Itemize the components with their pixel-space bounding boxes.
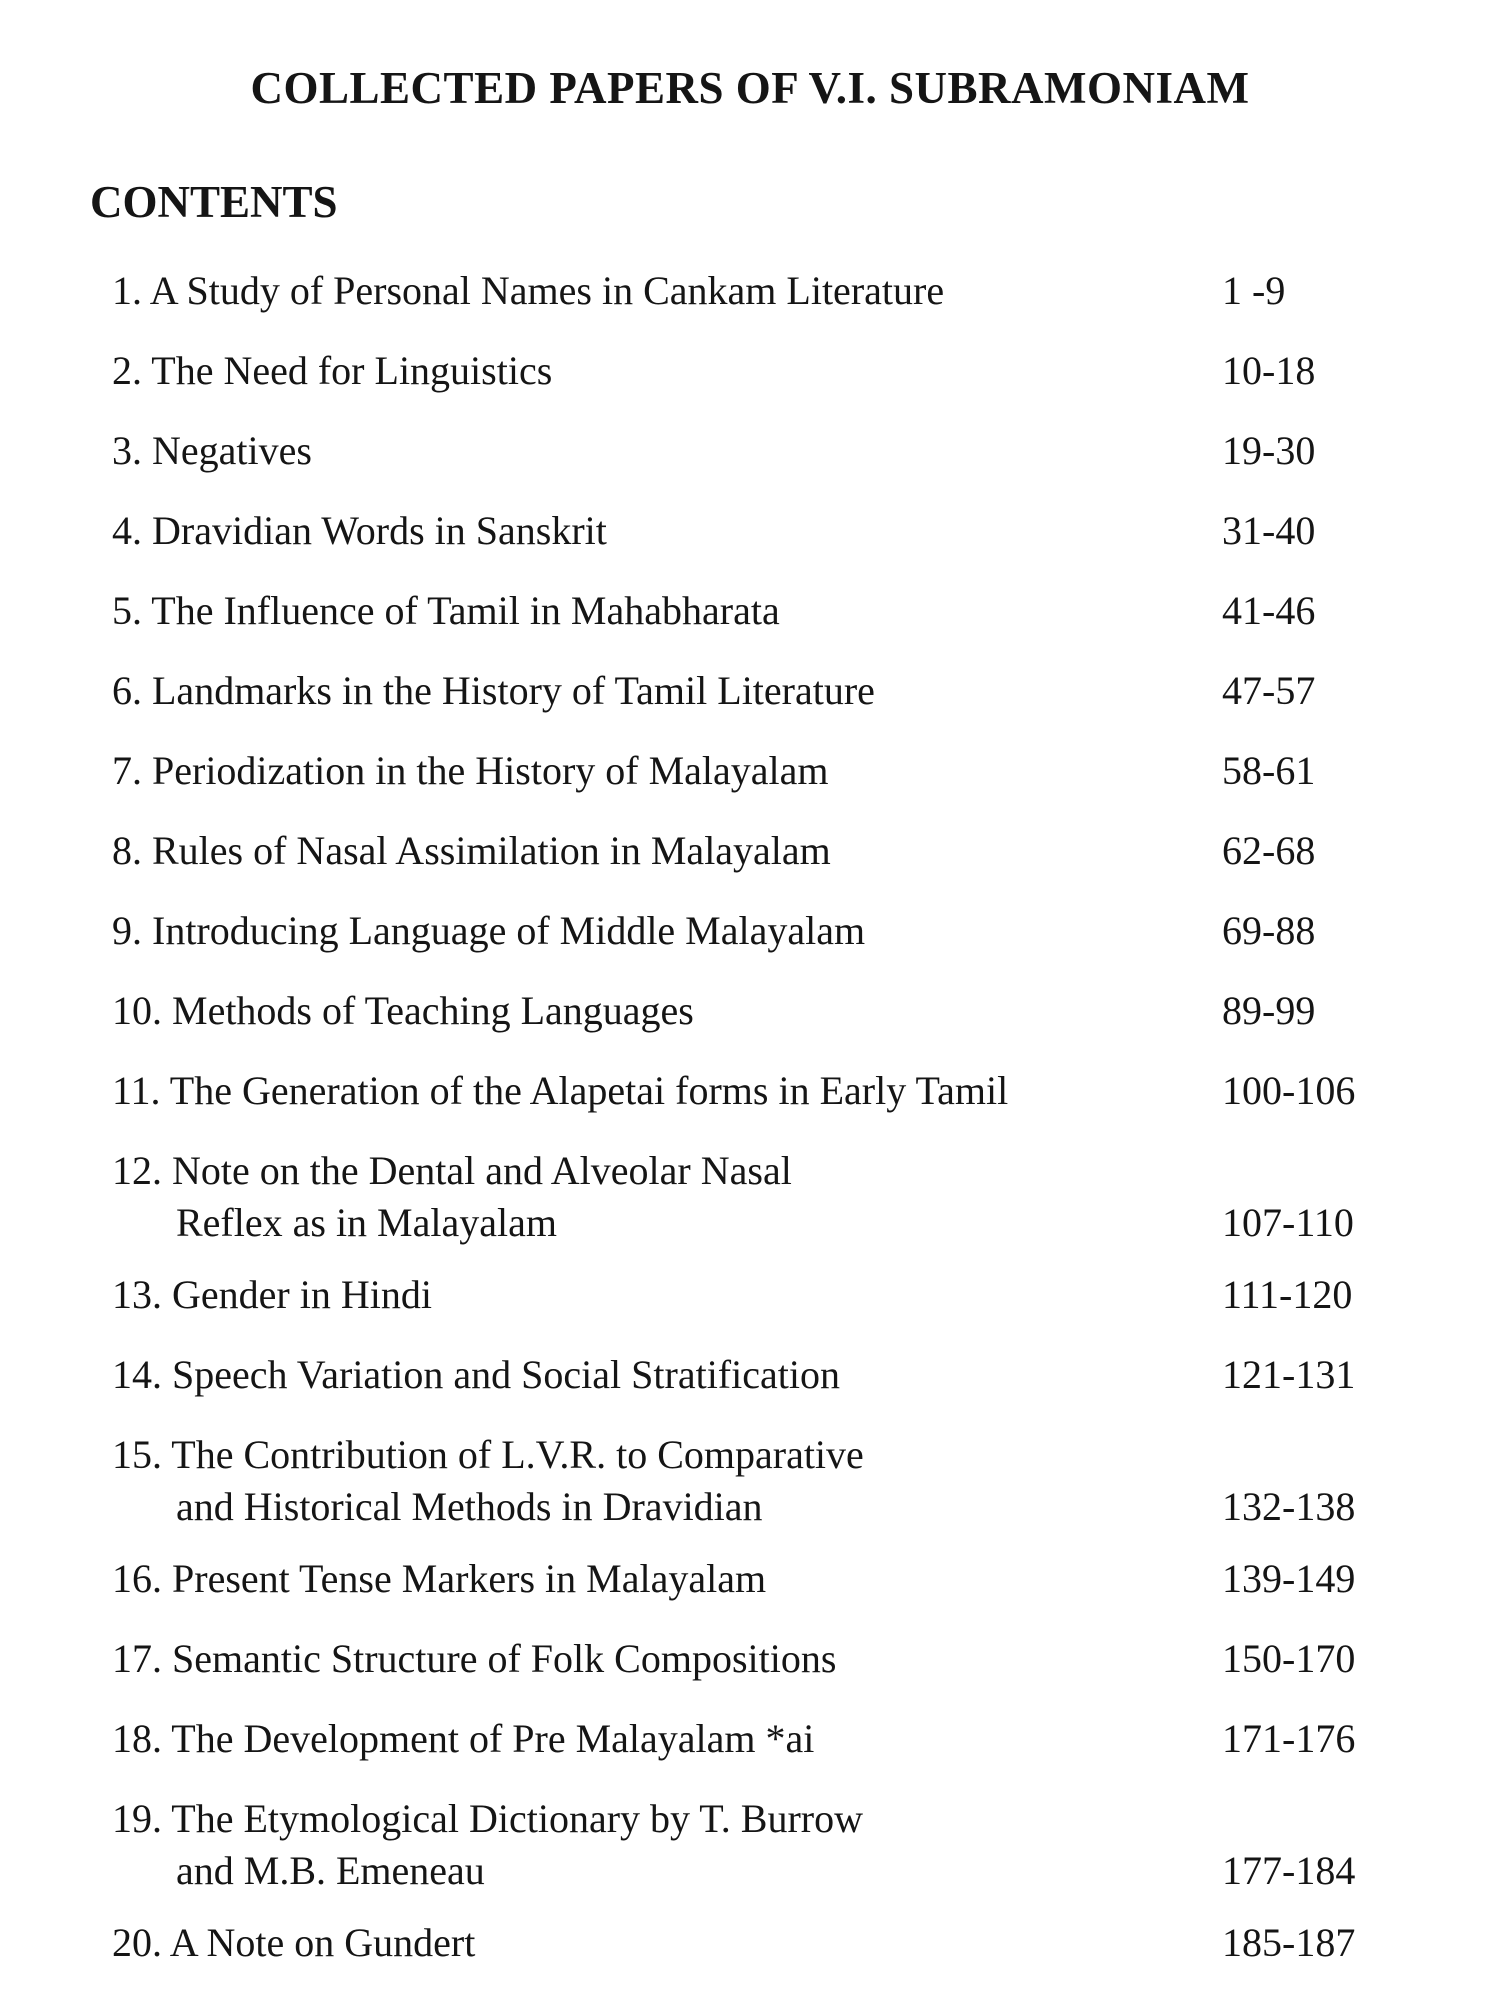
- entry-title: The Contribution of L.V.R. to Comparative: [171, 1432, 864, 1477]
- entry-number: 5.: [112, 588, 142, 633]
- entry-page-range: 139-149: [1222, 1556, 1356, 1601]
- entry-page-range: 100-106: [1222, 1068, 1356, 1113]
- entry-title: Methods of Teaching Languages: [172, 988, 694, 1033]
- entry-title: A Note on Gundert: [169, 1920, 476, 1965]
- entry-page-range: 31-40: [1222, 508, 1316, 553]
- entry-page-range: 58-61: [1222, 748, 1316, 793]
- entry-title: The Influence of Tamil in Mahabharata: [151, 588, 780, 633]
- entry-title: Introducing Language of Middle Malayalam: [152, 908, 866, 953]
- entry-number: 8.: [112, 828, 142, 873]
- entry-title: Semantic Structure of Folk Compositions: [172, 1636, 837, 1681]
- entry-number: 7.: [112, 748, 142, 793]
- toc-entry: [112, 345, 1442, 397]
- entry-number: 10.: [112, 988, 162, 1033]
- entry-title-continuation: and Historical Methods in Dravidian: [176, 1484, 763, 1529]
- entry-title: Present Tense Markers in Malayalam: [172, 1556, 767, 1601]
- entry-number: 20.: [112, 1920, 162, 1965]
- toc-entry: [112, 665, 1442, 717]
- entry-title-continuation: Reflex as in Malayalam: [176, 1200, 557, 1245]
- entry-title: Speech Variation and Social Stratification: [172, 1352, 840, 1397]
- entry-page-range: 150-170: [1222, 1636, 1356, 1681]
- toc-entry: [112, 1553, 1442, 1605]
- toc-entry: [112, 1429, 1442, 1533]
- entry-title-continuation: and M.B. Emeneau: [176, 1848, 485, 1893]
- toc-entry: [112, 1145, 1442, 1249]
- entry-title: Dravidian Words in Sanskrit: [152, 508, 607, 553]
- toc-entry: [112, 825, 1442, 877]
- entry-page-range: 41-46: [1222, 588, 1316, 633]
- toc-entry: [112, 265, 1442, 317]
- toc-entry: [112, 425, 1442, 477]
- entry-page-range: 47-57: [1222, 668, 1316, 713]
- entry-number: 16.: [112, 1556, 162, 1601]
- entry-title: The Etymological Dictionary by T. Burrow: [171, 1796, 863, 1841]
- entry-number: 9.: [112, 908, 142, 953]
- entry-number: 1.: [112, 268, 142, 313]
- entry-number: 4.: [112, 508, 142, 553]
- entry-page-range: 69-88: [1222, 908, 1316, 953]
- contents-heading: CONTENTS: [90, 177, 338, 227]
- entry-title: A Study of Personal Names in Cankam Literature: [149, 268, 945, 313]
- entry-title: The Need for Linguistics: [151, 348, 553, 393]
- toc-entry: [112, 1633, 1442, 1685]
- book-title: COLLECTED PAPERS OF V.I. SUBRAMONIAM: [250, 63, 1250, 113]
- toc-entry: [112, 1349, 1442, 1401]
- entry-number: 11.: [112, 1068, 161, 1113]
- entry-number: 18.: [112, 1716, 162, 1761]
- toc-entry: [112, 1269, 1442, 1321]
- entry-page-range: 185-187: [1222, 1920, 1356, 1965]
- entry-number: 13.: [112, 1272, 162, 1317]
- entry-page-range: 121-131: [1222, 1352, 1356, 1397]
- entry-page-range: 19-30: [1222, 428, 1316, 473]
- entry-number: 2.: [112, 348, 142, 393]
- table-of-contents: [112, 265, 1442, 1997]
- toc-entry: [112, 1065, 1442, 1117]
- entry-number: 19.: [112, 1796, 162, 1841]
- entry-page-range: 171-176: [1222, 1716, 1356, 1761]
- entry-number: 6.: [112, 668, 142, 713]
- toc-entry: [112, 1713, 1442, 1765]
- toc-entry: [112, 585, 1442, 637]
- entry-page-range: 10-18: [1222, 348, 1316, 393]
- toc-entry: [112, 985, 1442, 1037]
- entry-page-range: 1 -9: [1222, 268, 1286, 313]
- entry-title: Periodization in the History of Malayalam: [152, 748, 829, 793]
- entry-page-range: 111-120: [1222, 1272, 1353, 1317]
- entry-title: Gender in Hindi: [172, 1272, 432, 1317]
- entry-page-range: 62-68: [1222, 828, 1316, 873]
- entry-title: Note on the Dental and Alveolar Nasal: [172, 1148, 792, 1193]
- toc-entry: [112, 1793, 1442, 1897]
- entry-number: 15.: [112, 1432, 162, 1477]
- toc-entry: [112, 1917, 1442, 1969]
- entry-page-range: 132-138: [1222, 1484, 1356, 1529]
- entry-title: The Development of Pre Malayalam *ai: [171, 1716, 815, 1761]
- entry-title: Landmarks in the History of Tamil Literature: [152, 668, 875, 713]
- entry-title: Rules of Nasal Assimilation in Malayalam: [152, 828, 831, 873]
- entry-number: 3.: [112, 428, 142, 473]
- toc-entry: [112, 745, 1442, 797]
- entry-page-range: 107-110: [1222, 1200, 1354, 1245]
- entry-title: Negatives: [152, 428, 312, 473]
- entry-title: The Generation of the Alapetai forms in Early Tamil: [169, 1068, 1009, 1113]
- entry-number: 14.: [112, 1352, 162, 1397]
- entry-number: 17.: [112, 1636, 162, 1681]
- toc-entry: [112, 905, 1442, 957]
- entry-page-range: 177-184: [1222, 1848, 1356, 1893]
- entry-page-range: 89-99: [1222, 988, 1316, 1033]
- entry-number: 12.: [112, 1148, 162, 1193]
- toc-entry: [112, 505, 1442, 557]
